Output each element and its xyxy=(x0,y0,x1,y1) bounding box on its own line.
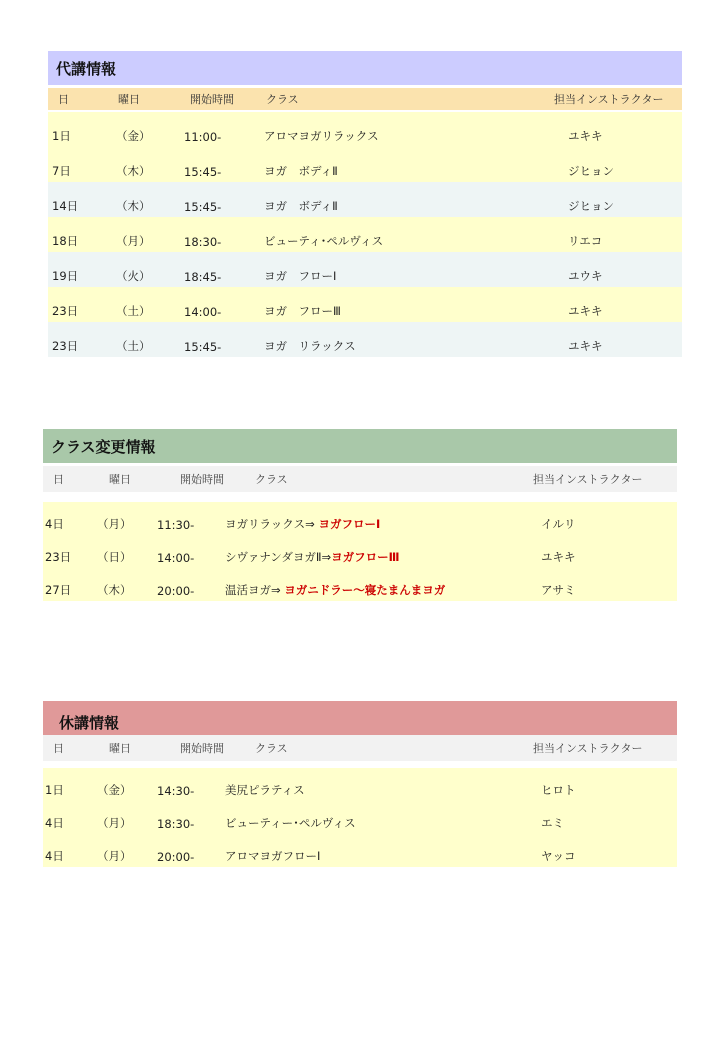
cell-time: 20:00- xyxy=(157,850,195,864)
table-row xyxy=(48,252,682,287)
cell-day: 27日 xyxy=(45,583,72,597)
cell-instructor: ユキキ xyxy=(568,304,603,318)
cell-instructor: ユウキ xyxy=(568,269,603,283)
class-from: シヴァナンダヨガⅡ⇒ xyxy=(225,550,332,564)
table-row xyxy=(43,834,677,867)
cell-day: 23日 xyxy=(45,550,72,564)
cell-instructor: アサミ xyxy=(541,583,576,597)
table-row xyxy=(43,768,677,801)
cell-weekday: （月） xyxy=(97,849,132,863)
cell-class xyxy=(225,516,380,532)
substitute-rows xyxy=(48,112,682,357)
cell-class: アロマヨガフローⅠ xyxy=(225,849,321,863)
header-day: 日 xyxy=(53,742,64,755)
cell-weekday: （火） xyxy=(116,269,151,283)
header-time: 開始時間 xyxy=(180,473,224,486)
table-row xyxy=(43,801,677,834)
table-row xyxy=(43,568,677,601)
cell-class: ビューティ･ペルヴィス xyxy=(264,234,384,248)
table-header xyxy=(48,88,682,110)
table-row xyxy=(48,112,682,147)
cell-time: 15:45- xyxy=(184,340,222,354)
cell-time: 11:00- xyxy=(184,130,222,144)
class-from: ヨガリラックス⇒ xyxy=(225,517,319,531)
cell-instructor: ユキキ xyxy=(568,339,603,353)
cell-time: 20:00- xyxy=(157,584,195,598)
cell-day: 4日 xyxy=(45,517,64,531)
cell-weekday: （土） xyxy=(116,304,151,318)
section-title: 代講情報 xyxy=(48,51,682,85)
cell-day: 14日 xyxy=(52,199,79,213)
cancellation-section xyxy=(43,701,677,867)
cell-time: 14:00- xyxy=(157,551,195,565)
cell-weekday: （木） xyxy=(116,199,151,213)
class-to: ヨガニドラー～寝たまんまヨガ xyxy=(284,583,446,597)
cell-day: 4日 xyxy=(45,816,64,830)
header-class: クラス xyxy=(255,473,288,486)
cell-weekday: （木） xyxy=(97,583,132,597)
cancellation-rows xyxy=(43,768,677,867)
table-header xyxy=(43,735,677,761)
header-class: クラス xyxy=(255,742,288,755)
cell-class xyxy=(225,582,445,598)
table-row xyxy=(48,182,682,217)
cell-class: 美尻ピラティス xyxy=(225,783,305,797)
cell-day: 23日 xyxy=(52,304,79,318)
cell-time: 18:30- xyxy=(184,235,222,249)
cell-time: 15:45- xyxy=(184,200,222,214)
cell-class xyxy=(225,549,400,565)
cell-time: 14:30- xyxy=(157,784,195,798)
header-weekday: 曜日 xyxy=(118,93,140,106)
table-row xyxy=(48,287,682,322)
cell-instructor: イルリ xyxy=(541,517,576,531)
cell-class: ヨガ フローⅠ xyxy=(264,269,337,283)
cell-class: ヨガ リラックス xyxy=(264,339,356,353)
cell-day: 1日 xyxy=(45,783,64,797)
class-to: ヨガフローⅠ xyxy=(318,517,381,531)
cell-day: 1日 xyxy=(52,129,71,143)
header-weekday: 曜日 xyxy=(109,473,131,486)
cell-day: 7日 xyxy=(52,164,71,178)
class-from: 温活ヨガ⇒ xyxy=(225,583,285,597)
section-title: クラス変更情報 xyxy=(43,429,677,463)
table-row xyxy=(48,322,682,357)
cell-instructor: ジヒョン xyxy=(568,164,614,178)
table-row xyxy=(43,535,677,568)
cell-instructor: リエコ xyxy=(568,234,603,248)
cell-weekday: （月） xyxy=(97,517,132,531)
substitute-section xyxy=(48,51,682,357)
cell-instructor: ジヒョン xyxy=(568,199,614,213)
table-row xyxy=(48,217,682,252)
header-time: 開始時間 xyxy=(190,93,234,106)
header-instructor: 担当インストラクター xyxy=(554,93,664,106)
cell-weekday: （月） xyxy=(116,234,151,248)
class-change-section xyxy=(43,429,677,601)
cell-weekday: （月） xyxy=(97,816,132,830)
cell-class: ヨガ ボディⅡ xyxy=(264,199,338,213)
cell-class: ビューティー･ペルヴィス xyxy=(225,816,356,830)
section-title: 休講情報 xyxy=(43,701,677,735)
header-day: 日 xyxy=(53,473,64,486)
cell-time: 18:30- xyxy=(157,817,195,831)
cell-weekday: （木） xyxy=(116,164,151,178)
header-weekday: 曜日 xyxy=(109,742,131,755)
cell-time: 15:45- xyxy=(184,165,222,179)
cell-instructor: ヒロト xyxy=(541,783,576,797)
table-row xyxy=(43,502,677,535)
header-class: クラス xyxy=(266,93,299,106)
cell-weekday: （日） xyxy=(97,550,132,564)
cell-weekday: （金） xyxy=(97,783,132,797)
cell-class: ヨガ ボディⅡ xyxy=(264,164,338,178)
class-change-rows xyxy=(43,502,677,601)
cell-class: アロマヨガリラックス xyxy=(264,129,379,143)
cell-weekday: （金） xyxy=(116,129,151,143)
cell-day: 4日 xyxy=(45,849,64,863)
cell-time: 14:00- xyxy=(184,305,222,319)
header-time: 開始時間 xyxy=(180,742,224,755)
cell-weekday: （土） xyxy=(116,339,151,353)
table-header xyxy=(43,466,677,492)
cell-time: 11:30- xyxy=(157,518,195,532)
cell-day: 23日 xyxy=(52,339,79,353)
cell-time: 18:45- xyxy=(184,270,222,284)
header-day: 日 xyxy=(58,93,69,106)
header-instructor: 担当インストラクター xyxy=(533,473,643,486)
header-instructor: 担当インストラクター xyxy=(533,742,643,755)
cell-instructor: ユキキ xyxy=(541,550,576,564)
table-row xyxy=(48,147,682,182)
cell-instructor: ヤッコ xyxy=(541,849,576,863)
class-to: ヨガフローⅢ xyxy=(331,550,400,564)
cell-instructor: エミ xyxy=(541,816,564,830)
cell-instructor: ユキキ xyxy=(568,129,603,143)
cell-day: 19日 xyxy=(52,269,79,283)
cell-class: ヨガ フローⅢ xyxy=(264,304,341,318)
cell-day: 18日 xyxy=(52,234,79,248)
